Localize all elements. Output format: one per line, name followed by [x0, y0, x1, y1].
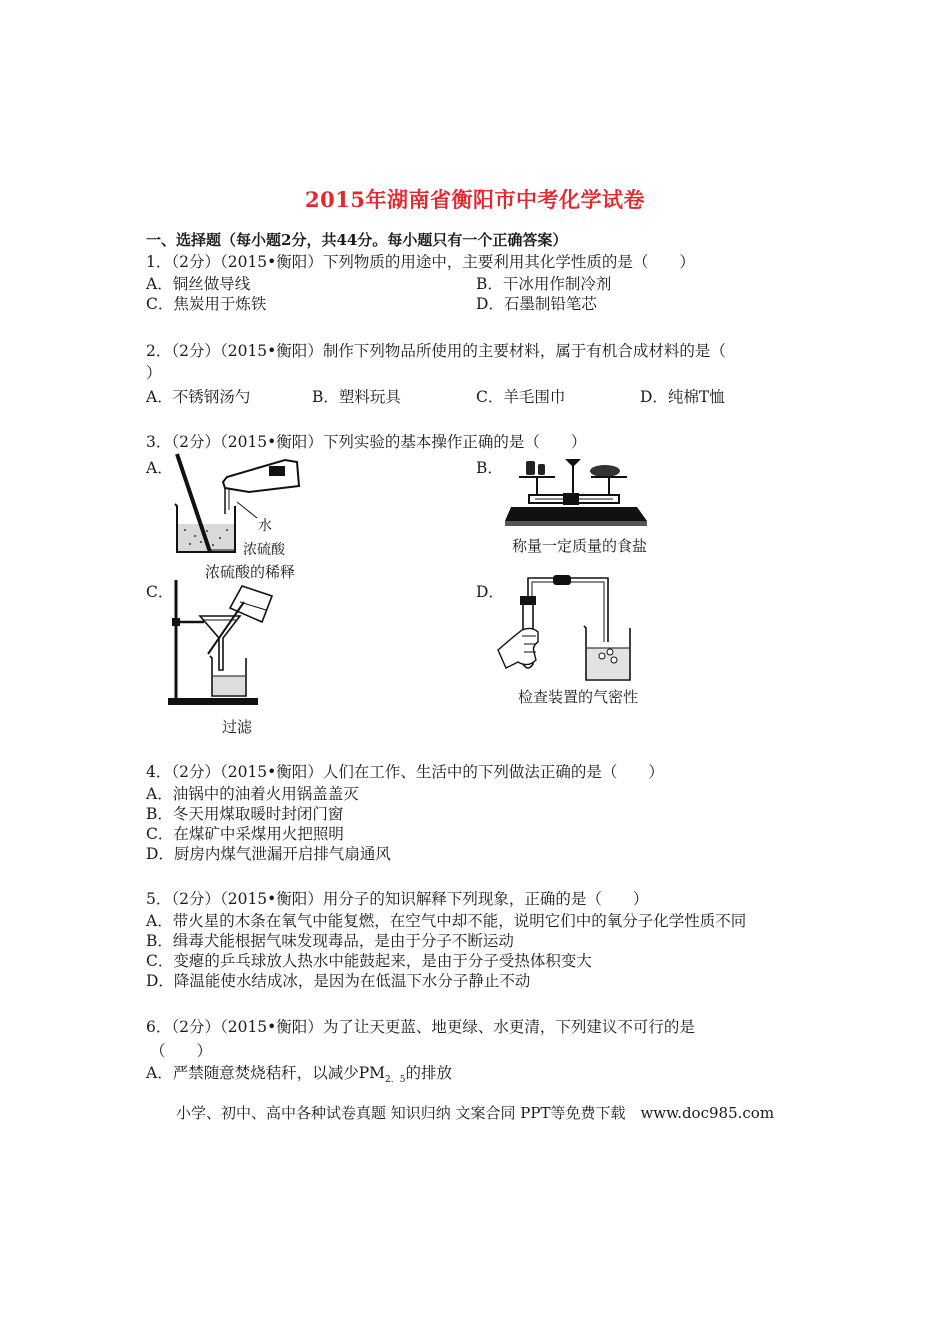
filtration-diagram — [168, 578, 278, 713]
water-label: 水 — [258, 518, 272, 534]
question-6-option-a-text: A．严禁随意焚烧秸秆，以减少PM — [146, 1064, 385, 1082]
question-2-stem: 2．（2分）（2015•衡阳）制作下列物品所使用的主要材料，属于有机合成材料的是（ — [146, 342, 726, 360]
question-2-option-d: D．纯棉T恤 — [640, 388, 725, 406]
question-5-option-c: C．变瘪的乒乓球放人热水中能鼓起来，是由于分子受热体积变大 — [146, 952, 592, 970]
question-1-option-b: B．干冰用作制冷剂 — [476, 275, 612, 293]
question-3-option-d-letter: D． — [476, 583, 504, 601]
question-5-option-b: B．缉毒犬能根据气味发现毒品，是由于分子不断运动 — [146, 932, 514, 950]
question-1-option-c: C．焦炭用于炼铁 — [146, 295, 267, 313]
question-6-stem-end: （ ） — [150, 1042, 213, 1060]
question-3-option-a-caption: 浓硫酸的稀释 — [205, 563, 296, 581]
question-1-option-a: A．铜丝做导线 — [146, 275, 251, 293]
question-1-stem: 1．（2分）（2015•衡阳）下列物质的用途中，主要利用其化学性质的是（ ） — [146, 253, 695, 271]
question-3-option-d-caption: 检查装置的气密性 — [518, 688, 639, 706]
question-4-option-b: B．冬天用煤取暖时封闭门窗 — [146, 805, 344, 823]
question-3-option-c-letter: C． — [146, 583, 174, 601]
question-4-option-d: D．厨房内煤气泄漏开启排气扇通风 — [146, 845, 391, 863]
footer-ad: 小学、初中、高中各种试卷真题 知识归纳 文案合同 PPT等免费下载 www.doc985.com — [175, 1104, 775, 1122]
page-title: 2015年湖南省衡阳市中考化学试卷 — [305, 187, 645, 212]
question-6-option-a-end: 的排放 — [405, 1064, 452, 1082]
question-4-stem: 4．（2分）（2015•衡阳）人们在工作、生活中的下列做法正确的是（ ） — [146, 763, 664, 781]
question-6-stem: 6．（2分）（2015•衡阳）为了让天更蓝、地更绿、水更清，下列建议不可行的是 — [146, 1018, 695, 1036]
question-2-option-c: C．羊毛围巾 — [476, 388, 566, 406]
question-5-option-d: D．降温能使水结成冰，是因为在低温下水分子静止不动 — [146, 972, 531, 990]
question-3-option-b-caption: 称量一定质量的食盐 — [512, 537, 648, 555]
question-5-option-a: A．带火星的木条在氧气中能复燃，在空气中却不能，说明它们中的氧分子化学性质不同 — [146, 912, 747, 930]
airtightness-check-diagram — [498, 572, 648, 682]
question-2-option-b: B．塑料玩具 — [312, 388, 401, 406]
question-2-option-a: A．不锈钢汤勺 — [146, 388, 251, 406]
acid-label: 浓硫酸 — [243, 542, 285, 558]
pm-subscript: 2．5 — [385, 1075, 406, 1086]
question-3-option-a-letter: A． — [146, 459, 173, 477]
question-3-option-b-letter: B． — [476, 459, 503, 477]
question-2-stem-end: ） — [146, 364, 162, 382]
question-1-option-d: D．石墨制铅笔芯 — [476, 295, 597, 313]
question-3-stem: 3．（2分）（2015•衡阳）下列实验的基本操作正确的是（ ） — [146, 433, 587, 451]
section-heading: 一、选择题（每小题2分，共44分。每小题只有一个正确答案） — [146, 231, 568, 249]
question-4-option-c: C．在煤矿中采煤用火把照明 — [146, 825, 344, 843]
question-4-option-a: A．油锅中的油着火用锅盖盖灭 — [146, 785, 359, 803]
question-6-option-a — [146, 1063, 452, 1090]
balance-scale-diagram — [505, 455, 655, 530]
question-5-stem: 5．（2分）（2015•衡阳）用分子的知识解释下列现象，正确的是（ ） — [146, 890, 649, 908]
question-3-option-c-caption: 过滤 — [222, 718, 253, 736]
